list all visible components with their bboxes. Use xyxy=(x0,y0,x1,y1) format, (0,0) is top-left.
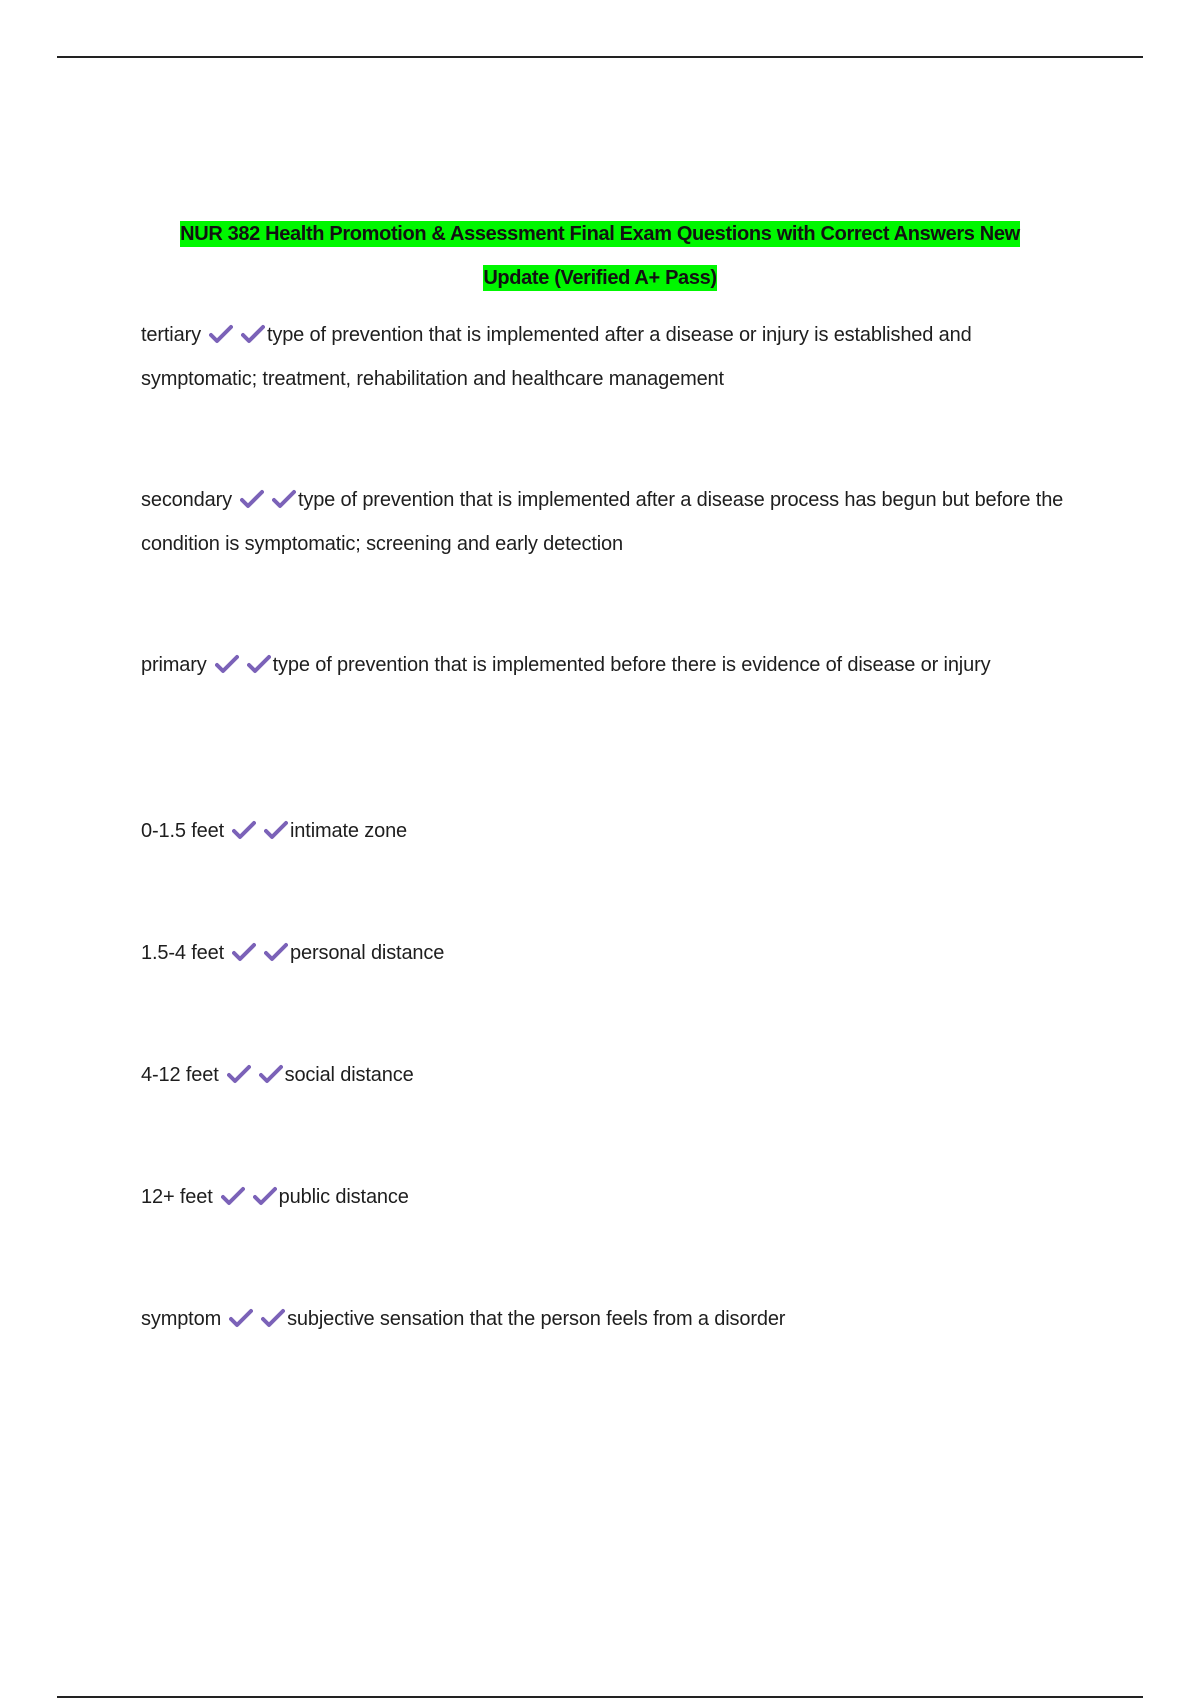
entry-definition: personal distance xyxy=(290,942,445,964)
list-item xyxy=(141,1297,1071,1341)
double-check-icon xyxy=(232,809,288,853)
entry-term: 12+ feet xyxy=(141,1186,213,1208)
entry-definition: type of prevention that is implemented before there is evidence of disease or injury xyxy=(272,654,991,676)
list-item xyxy=(141,643,1071,687)
list-item xyxy=(141,478,1071,566)
double-check-icon xyxy=(221,1175,277,1219)
title-line-1: NUR 382 Health Promotion & Assessment Final Exam Questions with Correct Answers New xyxy=(180,223,1020,245)
entry-definition: public distance xyxy=(278,1186,409,1208)
double-check-icon xyxy=(215,643,271,687)
footer-rule xyxy=(57,1696,1143,1698)
list-item xyxy=(141,1053,1071,1097)
entry-term: 0-1.5 feet xyxy=(141,820,225,842)
entry-term: 1.5-4 feet xyxy=(141,942,225,964)
header-rule xyxy=(57,56,1143,58)
list-item xyxy=(141,313,1071,401)
list-item xyxy=(141,809,1071,853)
entry-term: primary xyxy=(141,654,207,676)
entry-definition: subjective sensation that the person feels from a disorder xyxy=(287,1308,786,1330)
double-check-icon xyxy=(209,313,265,357)
entry-definition: social distance xyxy=(284,1064,414,1086)
double-check-icon xyxy=(229,1297,285,1341)
entry-term: symptom xyxy=(141,1308,222,1330)
double-check-icon xyxy=(227,1053,283,1097)
entry-definition: intimate zone xyxy=(290,820,408,842)
entry-term: tertiary xyxy=(141,324,201,346)
double-check-icon xyxy=(232,931,288,975)
document-title xyxy=(100,212,1100,300)
double-check-icon xyxy=(240,478,296,522)
list-item xyxy=(141,1175,1071,1219)
title-line-2: Update (Verified A+ Pass) xyxy=(483,267,717,289)
entry-term: secondary xyxy=(141,489,232,511)
entry-term: 4-12 feet xyxy=(141,1064,219,1086)
list-item xyxy=(141,931,1071,975)
entry-definition: type of prevention that is implemented after a disease or injury is established and symptomatic; treatment, rehabilitation and healthcare management xyxy=(141,324,972,390)
entry-definition: type of prevention that is implemented after a disease process has begun but before the condition is symptomatic; screening and early detection xyxy=(141,489,1064,555)
